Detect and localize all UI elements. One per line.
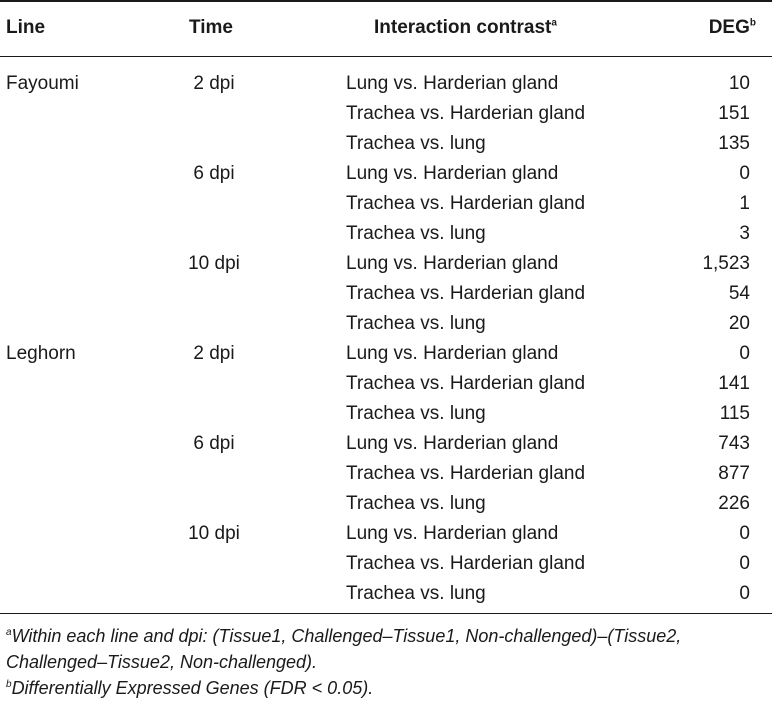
cell-deg: 877: [718, 463, 750, 484]
cell-deg: 226: [718, 493, 750, 514]
cell-contrast: Lung vs. Harderian gland: [346, 163, 559, 184]
header-deg-label: DEG: [708, 17, 750, 38]
footnote-a-mark: a: [6, 627, 12, 638]
header-contrast-label: Interaction contrast: [374, 17, 552, 38]
cell-contrast: Trachea vs. lung: [346, 493, 486, 514]
footnote-a-text: Within each line and dpi: (Tissue1, Challenged–Tissue1, Non-challenged)–(Tissue2, Challenged–Tissue2, Non-challenged).: [6, 626, 682, 672]
footnote-b-text: Differentially Expressed Genes (FDR < 0.05).: [11, 678, 374, 698]
footnote-b-mark: b: [6, 679, 12, 690]
cell-deg: 3: [739, 223, 750, 244]
footnote-mark-a: a: [551, 17, 557, 29]
cell-deg: 10: [728, 73, 750, 94]
cell-contrast: Trachea vs. Harderian gland: [346, 463, 586, 484]
cell-contrast: Lung vs. Harderian gland: [346, 433, 559, 454]
header-deg: [709, 14, 756, 42]
cell-deg: 0: [739, 163, 750, 184]
cell-time: 10 dpi: [188, 253, 240, 274]
footnote-mark-b: b: [749, 17, 756, 29]
header-contrast: [374, 14, 557, 42]
header-rule: [0, 56, 772, 57]
cell-deg: 0: [739, 553, 750, 574]
cell-line: Leghorn: [6, 343, 76, 364]
cell-deg: 54: [728, 283, 750, 304]
cell-deg: 135: [718, 133, 750, 154]
cell-contrast: Trachea vs. lung: [346, 223, 486, 244]
header-time: Time: [189, 17, 234, 38]
cell-deg: 0: [739, 343, 750, 364]
cell-time: 2 dpi: [193, 73, 235, 94]
cell-deg: 1: [739, 193, 750, 214]
cell-time: 6 dpi: [193, 433, 235, 454]
cell-deg: 0: [739, 523, 750, 544]
cell-contrast: Lung vs. Harderian gland: [346, 343, 559, 364]
cell-deg: 141: [718, 373, 750, 394]
cell-contrast: Trachea vs. Harderian gland: [346, 193, 586, 214]
cell-contrast: Trachea vs. lung: [346, 133, 486, 154]
cell-contrast: Trachea vs. lung: [346, 313, 486, 334]
cell-deg: 1,523: [702, 253, 750, 274]
cell-contrast: Trachea vs. Harderian gland: [346, 553, 586, 574]
cell-deg: 743: [718, 433, 750, 454]
cell-contrast: Lung vs. Harderian gland: [346, 253, 559, 274]
header-line: Line: [6, 17, 46, 38]
cell-deg: 151: [718, 103, 750, 124]
cell-contrast: Lung vs. Harderian gland: [346, 73, 559, 94]
cell-deg: 20: [728, 313, 750, 334]
cell-contrast: Trachea vs. Harderian gland: [346, 373, 586, 394]
cell-contrast: Trachea vs. Harderian gland: [346, 283, 586, 304]
footnote-a: [6, 623, 766, 675]
cell-deg: 115: [719, 403, 750, 424]
cell-time: 6 dpi: [193, 163, 235, 184]
bottom-rule: [0, 613, 772, 614]
cell-line: Fayoumi: [6, 73, 79, 94]
cell-time: 2 dpi: [193, 343, 235, 364]
top-rule: [0, 0, 772, 2]
footnote-b: [6, 675, 766, 701]
cell-contrast: Trachea vs. lung: [346, 403, 486, 424]
cell-contrast: Trachea vs. lung: [346, 583, 486, 604]
cell-deg: 0: [739, 583, 750, 604]
cell-time: 10 dpi: [188, 523, 240, 544]
cell-contrast: Lung vs. Harderian gland: [346, 523, 559, 544]
cell-contrast: Trachea vs. Harderian gland: [346, 103, 586, 124]
